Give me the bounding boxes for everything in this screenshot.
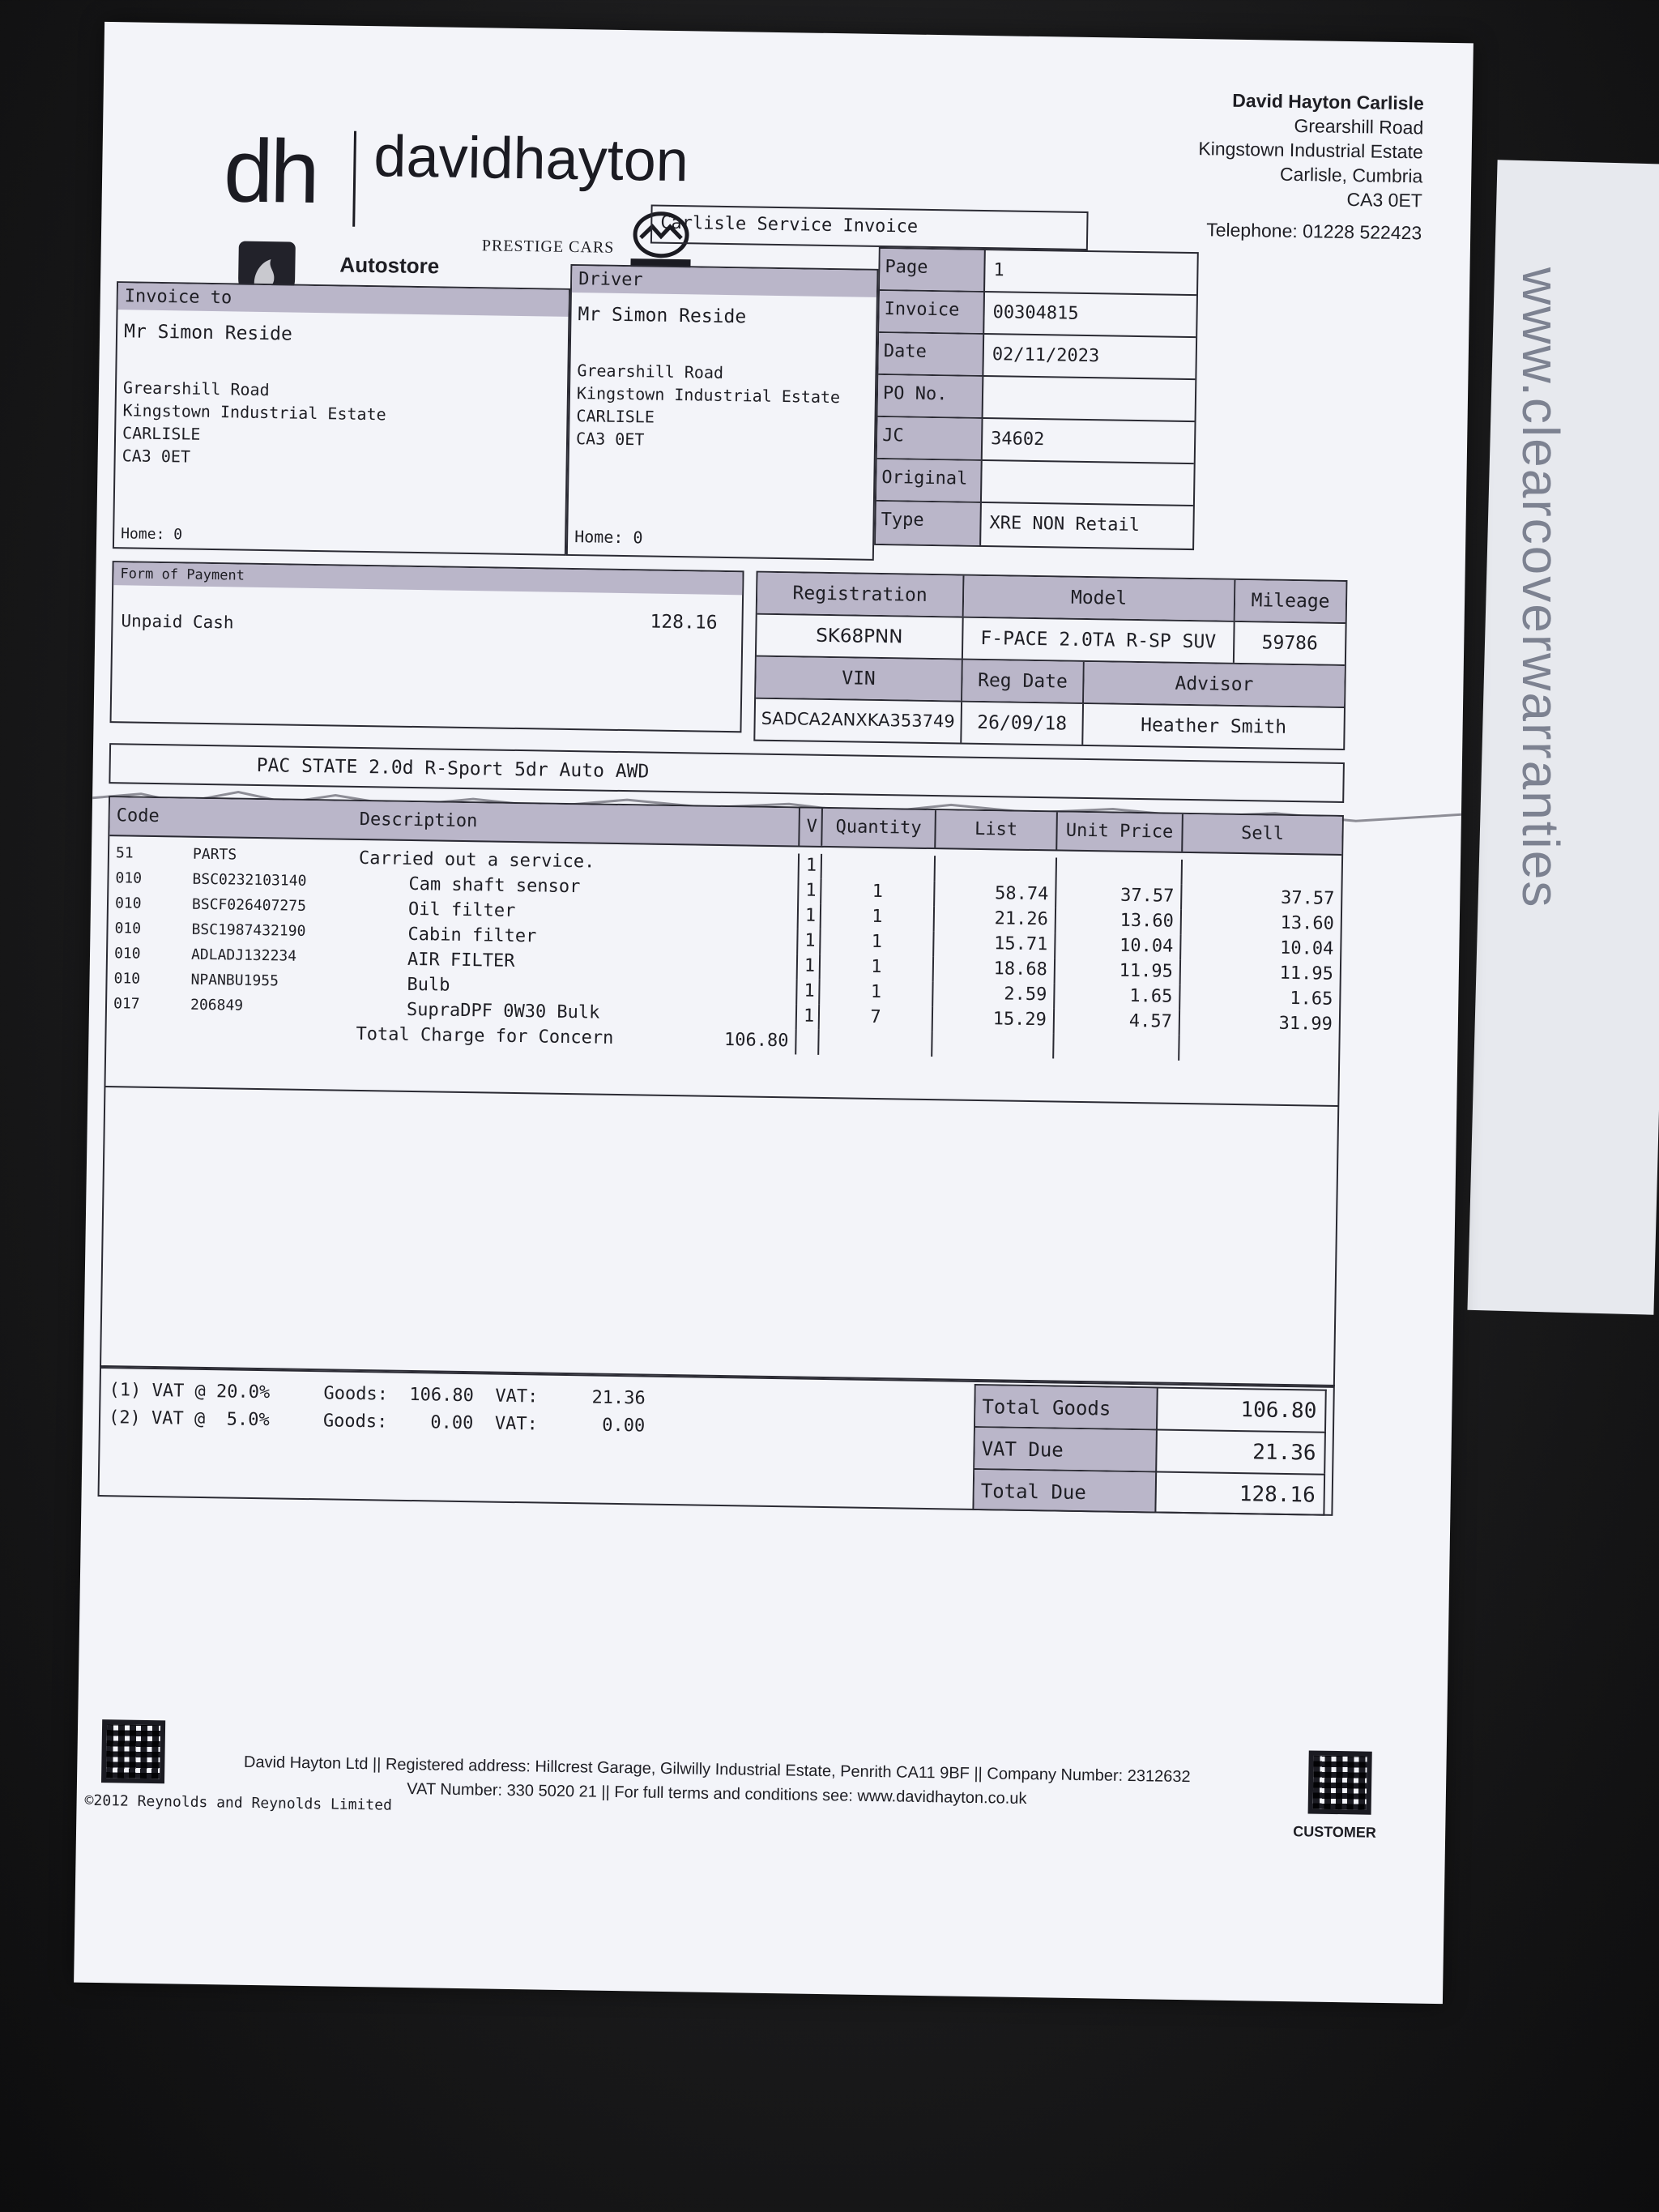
payment-method: Unpaid Cash [121,611,234,633]
row-list: 15.71 [934,931,1056,958]
sell-header: Sell [1240,823,1285,844]
address-line: CA3 0ET [575,429,645,450]
invoice-to-name: Mr Simon Reside [123,321,293,345]
meta-row [879,291,1196,338]
row-part: PARTS [192,845,237,864]
row-desc: Oil filter [407,899,516,921]
invoice-to-home: Home: 0 [121,525,183,544]
row-sell: 10.04 [1279,937,1334,959]
code-header: Code [116,805,160,827]
dh-logo: dh [223,121,318,222]
row-v: 1 [797,903,821,929]
meta-value: 02/11/2023 [992,344,1100,367]
row-sell: 1.65 [1290,989,1333,1010]
row-code: 51 [115,844,134,862]
company-line1: Grearshill Road [1294,114,1424,139]
row-desc: Cam shaft sensor [408,873,581,898]
row-list: 2.59 [933,981,1055,1008]
row-sell: 11.95 [1279,963,1334,984]
address-line: Kingstown Industrial Estate [122,400,386,425]
meta-value [982,461,1194,505]
meta-value [983,377,1196,421]
spacer [1054,1033,1179,1060]
total-label: Total Goods [975,1386,1158,1429]
meta-label: JC [877,417,983,459]
meta-row [878,375,1196,422]
row-qty: 1 [821,904,935,931]
line-items-table [104,796,1343,1107]
total-label: VAT Due [975,1428,1158,1471]
vat-line-1: (1) VAT @ 20.0% Goods: 106.80 VAT: 21.36 [109,1380,646,1409]
row-part: 206849 [190,996,244,1014]
vehicle-description: PAC STATE 2.0d R-Sport 5dr Auto AWD [109,743,1345,803]
invoice-title: Carlisle Service Invoice [650,204,1089,250]
address-line: Grearshill Road [577,361,724,382]
meta-row [880,249,1197,296]
row-code: 010 [114,920,142,937]
row-desc: AIR FILTER [407,949,515,971]
row-unit: 1.65 [1055,983,1180,1010]
vat-lines [109,1377,646,1440]
meta-value: 34602 [990,429,1045,451]
unit-price-header: Unit Price [1057,812,1183,851]
model-label: Model [964,576,1236,621]
company-line2: Kingstown Industrial Estate [1198,138,1423,163]
spacer [106,1018,183,1044]
v-header: V [798,808,823,845]
quantity-header: Quantity [822,809,936,848]
address-line: CARLISLE [576,406,655,427]
total-label: Total Due [974,1470,1157,1512]
vin-value: SADCA2ANXKA353749 [755,699,962,743]
row-desc: SupraDPF 0W30 Bulk [406,999,600,1023]
row-v: 1 [795,979,820,1004]
row-part: ADLADJ132234 [190,946,297,965]
blank-area [100,1087,1339,1386]
copyright: ©2012 Reynolds and Reynolds Limited [84,1791,393,1814]
row-code: 010 [113,970,141,988]
payment-header: Form of Payment [113,562,742,595]
description-header: Description [359,809,478,832]
meta-row [878,333,1196,380]
spacer [795,1029,819,1054]
row-v: 1 [797,878,821,903]
vehicle-box [753,571,1347,750]
model-value: F-PACE 2.0TA R-SP SUV [963,618,1235,663]
customer-qr-code [1308,1750,1372,1814]
row-desc: Bulb [407,974,450,996]
row-sell: 37.57 [1280,887,1335,909]
meta-label: Page [880,249,986,291]
part-header [186,799,353,839]
invoice-meta [874,247,1199,550]
driver-name: Mr Simon Reside [578,304,747,328]
total-value: 106.80 [1240,1398,1317,1424]
meta-row [876,502,1193,549]
meta-row [876,459,1194,506]
company-address [1114,87,1424,246]
row-v: 1 [795,1004,820,1029]
company-telephone: Telephone: 01228 522423 [1206,219,1422,244]
row-list: 18.68 [934,956,1056,983]
driver-box [566,264,879,561]
prestige-cars-logo: PRESTIGE CARS [481,237,615,257]
row-list: 21.26 [935,906,1056,933]
row-desc: Cabin filter [407,924,537,947]
address-line: Grearshill Road [122,378,270,400]
vat-summary [98,1367,1335,1516]
vat-line-2: (2) VAT @ 5.0% Goods: 0.00 VAT: 0.00 [108,1407,646,1437]
invoice-to-address [115,344,567,474]
row-sell: 31.99 [1278,1013,1333,1035]
invoice-paper [74,22,1473,2004]
company-name: David Hayton Carlisle [1232,89,1424,114]
advisor-label: Advisor [1084,662,1345,707]
meta-row [877,417,1195,464]
total-value: 128.16 [1239,1482,1316,1508]
davidhayton-logo: davidhayton [373,124,689,194]
concern-total-value: 106.80 [723,1030,789,1052]
spacer [183,1020,349,1048]
driver-home: Home: 0 [574,527,643,548]
row-list [936,856,1057,882]
row-part: NPANBU1955 [190,971,279,990]
row-qty: 1 [820,980,933,1006]
payment-box [110,561,744,732]
row-code: 010 [113,945,141,963]
row-unit: 4.57 [1055,1008,1180,1035]
totals-box [972,1384,1326,1516]
row-unit: 37.57 [1056,882,1182,909]
row-sell: 13.60 [1280,912,1335,934]
reg-date-label: Reg Date [962,660,1085,702]
qr-code [101,1719,165,1783]
total-value: 21.36 [1252,1440,1316,1466]
spacer [819,1030,932,1057]
total-goods-row [974,1384,1327,1432]
registration-value: SK68PNN [757,615,964,659]
total-due-row [972,1468,1325,1516]
list-header: List [936,810,1058,849]
row-unit: 10.04 [1056,933,1181,959]
mileage-value: 59786 [1261,632,1319,655]
meta-label: Type [876,502,982,545]
row-unit: 13.60 [1056,907,1182,934]
meta-label: Invoice [879,291,985,333]
vin-label: VIN [756,657,963,701]
logo-divider [352,131,356,227]
row-list: 15.29 [933,1006,1055,1033]
customer-label: CUSTOMER [1293,1823,1377,1841]
driver-address [569,327,876,455]
row-code: 017 [113,995,140,1013]
registration-label: Registration [757,573,965,617]
advisor-value: Heather Smith [1140,715,1287,738]
spacer [1179,1036,1338,1063]
background-card-text: www.clearcoverwarranties [1512,267,1570,909]
mileage-label: Mileage [1235,580,1346,622]
row-code: 010 [115,869,143,887]
meta-value: XRE NON Retail [989,513,1141,536]
row-v: 1 [796,954,821,979]
row-sell [1183,860,1341,887]
address-line: CARLISLE [122,423,201,444]
row-list: 58.74 [935,881,1056,907]
row-v: 1 [798,853,822,878]
vat-due-row [973,1426,1326,1474]
invoice-to-box [113,281,570,556]
row-qty: 1 [821,929,934,956]
footer-line-2: VAT Number: 330 5020 21 || For full terms and conditions see: www.davidhayton.co.uk [407,1780,1027,1808]
address-line: Kingstown Industrial Estate [576,383,841,408]
row-part: BSC0232103140 [192,870,307,890]
row-qty: 1 [821,879,935,906]
company-line3: Carlisle, Cumbria [1279,163,1423,187]
meta-label: PO No. [878,375,984,417]
row-qty: 7 [820,1005,933,1031]
meta-value: 00304815 [992,302,1079,324]
meta-value: 1 [993,260,1004,281]
row-code: 010 [114,895,142,912]
payment-amount: 128.16 [650,611,718,634]
row-unit [1057,857,1183,884]
meta-label: Date [878,333,984,375]
row-qty [822,854,936,881]
invoice-to-header: Invoice to [118,283,569,317]
vehicle-value-row-2 [755,699,1344,749]
row-desc: Carried out a service. [358,848,595,873]
row-part: BSC1987432190 [191,920,306,940]
reg-date-value: 26/09/18 [962,702,1084,745]
spacer [932,1031,1054,1058]
driver-header: Driver [572,266,876,297]
footer-line-1: David Hayton Ltd || Registered address: Hillcrest Garage, Gilwilly Industrial Estate, Penrith CA11 9BF || Company Number: 2312632 [243,1753,1191,1787]
concern-total-label: Total Charge for Concern [356,1023,614,1048]
row-qty: 1 [821,954,934,981]
autostore-logo: Autostore [339,252,440,279]
address-line: CA3 0ET [122,446,191,467]
row-v: 1 [796,929,821,954]
row-unit: 11.95 [1056,958,1181,984]
row-part: BSCF026407275 [191,895,307,915]
meta-label: Original [876,459,983,502]
company-line4: CA3 0ET [1346,188,1423,211]
